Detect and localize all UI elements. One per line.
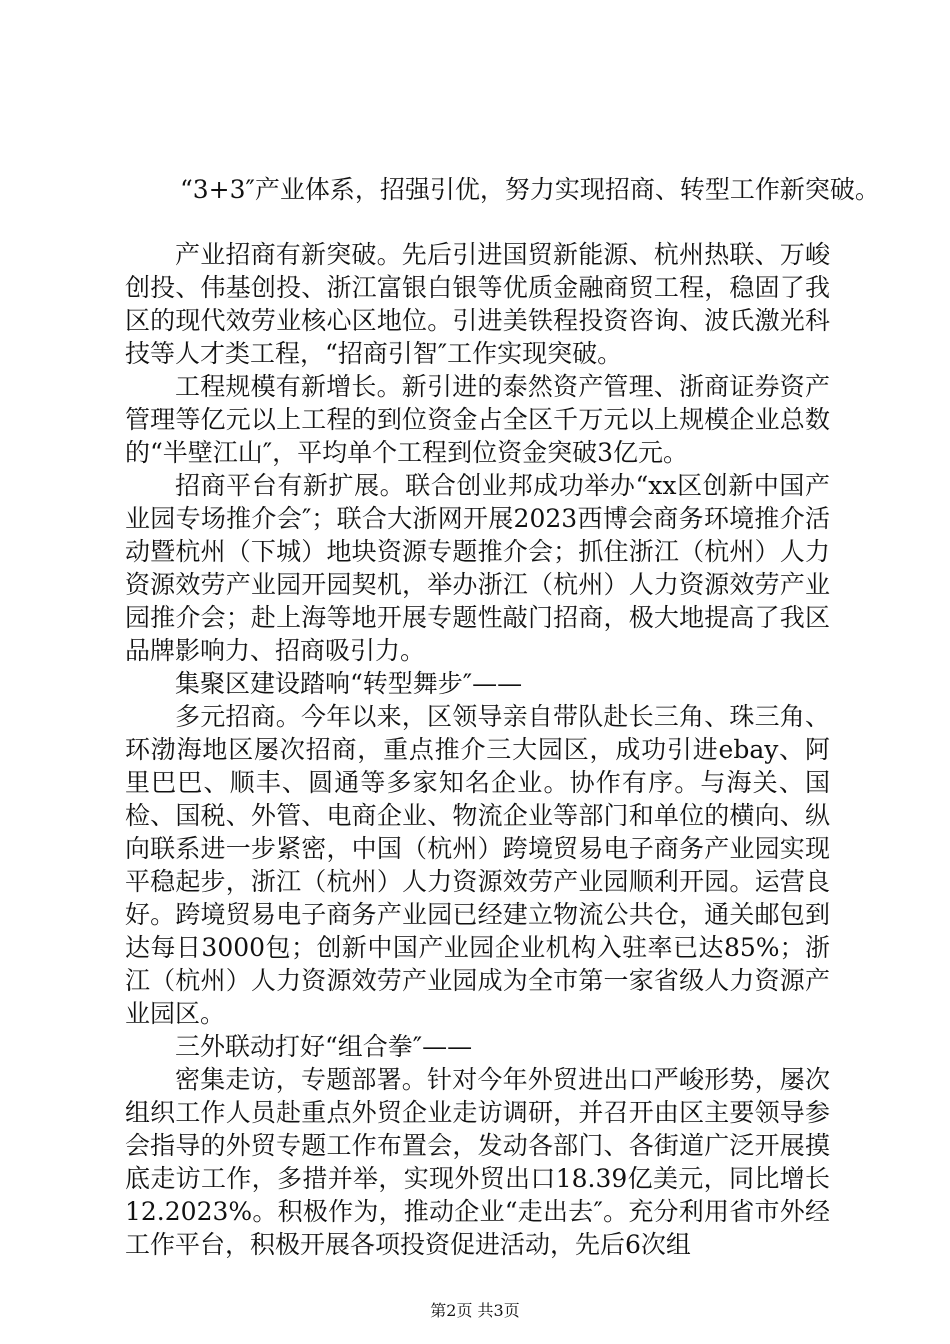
paragraph-investment-platform: 招商平台有新扩展。联合创业邦成功举办“xx区创新中国产业园专场推介会″；联合大浙网开展2023西博会商务环境推介活动暨杭州（下城）地块资源专题推介会；抓住浙江（杭州）人力资源效劳产业园开园契机，举办浙江（杭州）人力资源效劳产业园推介会；赴上海等地开展专题性敲门招商，极大地提高了我区品牌影响力、招商吸引力。 <box>125 471 830 665</box>
document-body <box>125 238 830 1261</box>
paragraph-visits-deployment: 密集走访，专题部署。针对今年外贸进出口严峻形势，屡次组织工作人员赴重点外贸企业走访调研，并召开由区主要领导参会指导的外贸专题工作布置会，发动各部门、各街道广泛开展摸底走访工作，多措并举，实现外贸出口18.39亿美元，同比增长12.2023%。积极作为，推动企业“走出去″。充分利用省市外经工作平台，积极开展各项投资促进活动，先后6次组 <box>125 1065 830 1259</box>
paragraph-industry-investment: 产业招商有新突破。先后引进国贸新能源、杭州热联、万峻创投、伟基创投、浙江富银白银等优质金融商贸工程，稳固了我区的现代效劳业核心区地位。引进美铁程投资咨询、波氏激光科技等人才类工程，“招商引智″工作实现突破。 <box>125 240 830 368</box>
section-heading-trade: 三外联动打好“组合拳″—— <box>175 1032 473 1061</box>
page-footer: 第2页 共3页 <box>430 1301 520 1320</box>
section-heading-cluster: 集聚区建设踏响“转型舞步″—— <box>175 669 523 698</box>
paragraph-project-scale: 工程规模有新增长。新引进的泰然资产管理、浙商证券资产管理等亿元以上工程的到位资金占全区千万元以上规模企业总数的“半壁江山″，平均单个工程到位资金突破3亿元。 <box>125 372 830 467</box>
paragraph-diversified-investment: 多元招商。今年以来，区领导亲自带队赴长三角、珠三角、环渤海地区屡次招商，重点推介三大园区，成功引进ebay、阿里巴巴、顺丰、圆通等多家知名企业。协作有序。与海关、国检、国税、外管、电商企业、物流企业等部门和单位的横向、纵向联系进一步紧密，中国（杭州）跨境贸易电子商务产业园实现平稳起步，浙江（杭州）人力资源效劳产业园顺利开园。运营良好。跨境贸易电子商务产业园已经建立物流公共仓，通关邮包到达每日3000包；创新中国产业园企业机构入驻率已达85%；浙江（杭州）人力资源效劳产业园成为全市第一家省级人力资源产业园区。 <box>125 702 830 1028</box>
intro-line: “3+3″产业体系，招强引优，努力实现招商、转型工作新突破。 <box>180 175 880 204</box>
